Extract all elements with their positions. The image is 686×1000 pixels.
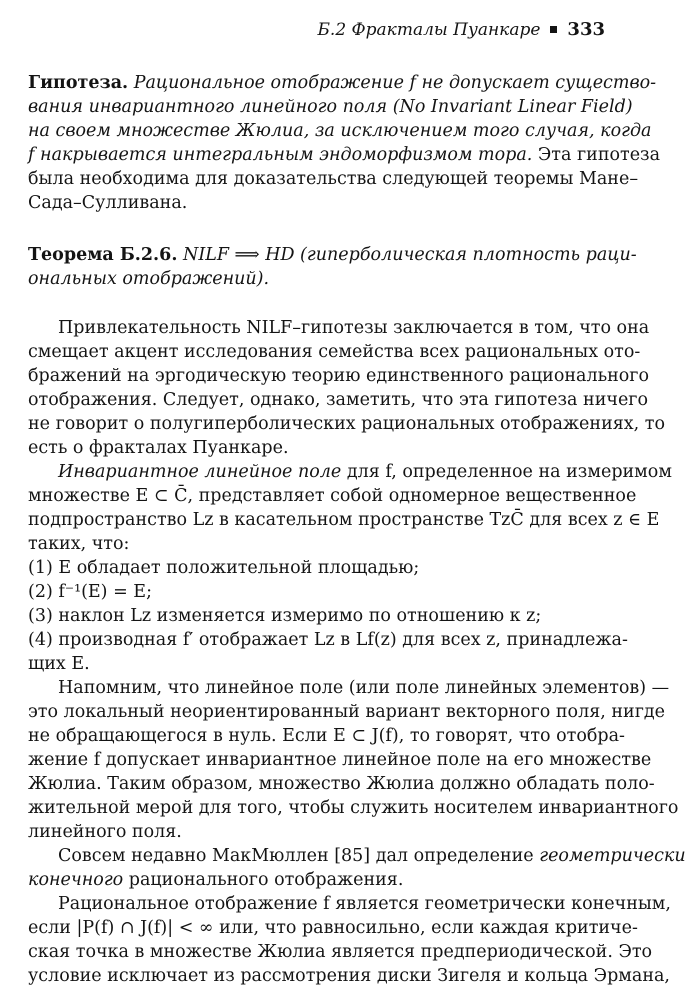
para1-line-6: есть о фракталах Пуанкаре.: [28, 438, 289, 458]
section-title: Б.2 Фракталы Пуанкаре: [317, 20, 541, 40]
hypothesis-line-5: была необходима для доказательства следующей теоремы Мане–: [28, 169, 639, 189]
theorem-label: Теорема Б.2.6.: [28, 245, 178, 265]
para1-line-4: отображения. Следует, однако, заметить, что эта гипотеза ничего: [28, 390, 649, 410]
hypothesis-line-1: Гипотеза. Рациональное отображение f не допускает существо-: [28, 73, 657, 93]
para3-line-4: жение f допускает инвариантное линейное поле на его множестве: [28, 750, 652, 770]
condition-item: (3) наклон Lz изменяется измеримо по отношению к z;: [28, 606, 542, 626]
running-header: [300, 19, 605, 43]
page-number: 333: [567, 19, 605, 40]
condition-item: (2) f⁻¹(E) = E;: [28, 582, 152, 602]
condition-item-continued: щих E.: [28, 654, 90, 674]
para1-line-5: не говорит о полугиперболических рациональных отображениях, то: [28, 414, 665, 434]
theorem-line-2: ональных отображений).: [28, 269, 270, 289]
hypothesis-line-4: f накрывается интегральным эндоморфизмом тора. Эта гипотеза: [28, 145, 661, 165]
condition-item: (4) производная f′ отображает Lz в Lf(z) для всех z, принадлежа-: [28, 630, 628, 650]
para1-line-1: Привлекательность NILF–гипотезы заключается в том, что она: [58, 318, 650, 338]
hypothesis-label: Гипотеза.: [28, 73, 129, 93]
hypothesis-line-6: Сада–Сулливана.: [28, 193, 188, 213]
para2-line-2: множестве E ⊂ C̄, представляет собой одномерное вещественное: [28, 486, 637, 506]
hypothesis-line-2: вания инвариантного линейного поля (No Invariant Linear Field): [28, 97, 633, 117]
para5-line-4: условие исключает из рассмотрения диски Зигеля и кольца Эрмана,: [28, 966, 670, 986]
para4-line-2: конечного рационального отображения.: [28, 870, 404, 890]
para5-line-2: если |P(f) ∩ J(f)| < ∞ или, что равносильно, если каждая критиче-: [28, 918, 638, 938]
para5-line-3: ская точка в множестве Жюлиа является предпериодической. Это: [28, 942, 653, 962]
para2-line-3: подпространство Lz в касательном пространстве TzC̄ для всех z ∈ E: [28, 510, 660, 530]
bullet-square-icon: [550, 26, 557, 33]
para5-line-1: Рациональное отображение f является геометрически конечным,: [58, 894, 671, 914]
para2-line-1: Инвариантное линейное поле для f, определенное на измеримом: [58, 462, 672, 482]
para3-line-2: это локальный неориентированный вариант векторного поля, нигде: [28, 702, 665, 722]
para3-line-1: Напомним, что линейное поле (или поле линейных элементов) —: [58, 678, 670, 698]
para3-line-7: линейного поля.: [28, 822, 182, 842]
para4-line-1: Совсем недавно МакМюллен [85] дал определение геометрически: [58, 846, 686, 866]
para3-line-6: жительной мерой для того, чтобы служить носителем инвариантного: [28, 798, 679, 818]
para3-line-5: Жюлиа. Таким образом, множество Жюлиа должно обладать поло-: [28, 774, 655, 794]
theorem-line-1: Теорема Б.2.6. NILF ⟹ HD (гиперболическая плотность рaци-: [28, 245, 637, 265]
para3-line-3: не обращающегося в нуль. Если E ⊂ J(f), то говорят, что отобра-: [28, 726, 625, 746]
para2-line-4: таких, что:: [28, 534, 130, 554]
hypothesis-line-3: на своем множестве Жюлиа, за исключением того случая, когда: [28, 121, 652, 141]
para1-line-3: бражений на эргодическую теорию единственного рационального: [28, 366, 650, 386]
para1-line-2: смещает акцент исследования семейства всех рациональных ото-: [28, 342, 641, 362]
condition-item: (1) E обладает положительной площадью;: [28, 558, 420, 578]
